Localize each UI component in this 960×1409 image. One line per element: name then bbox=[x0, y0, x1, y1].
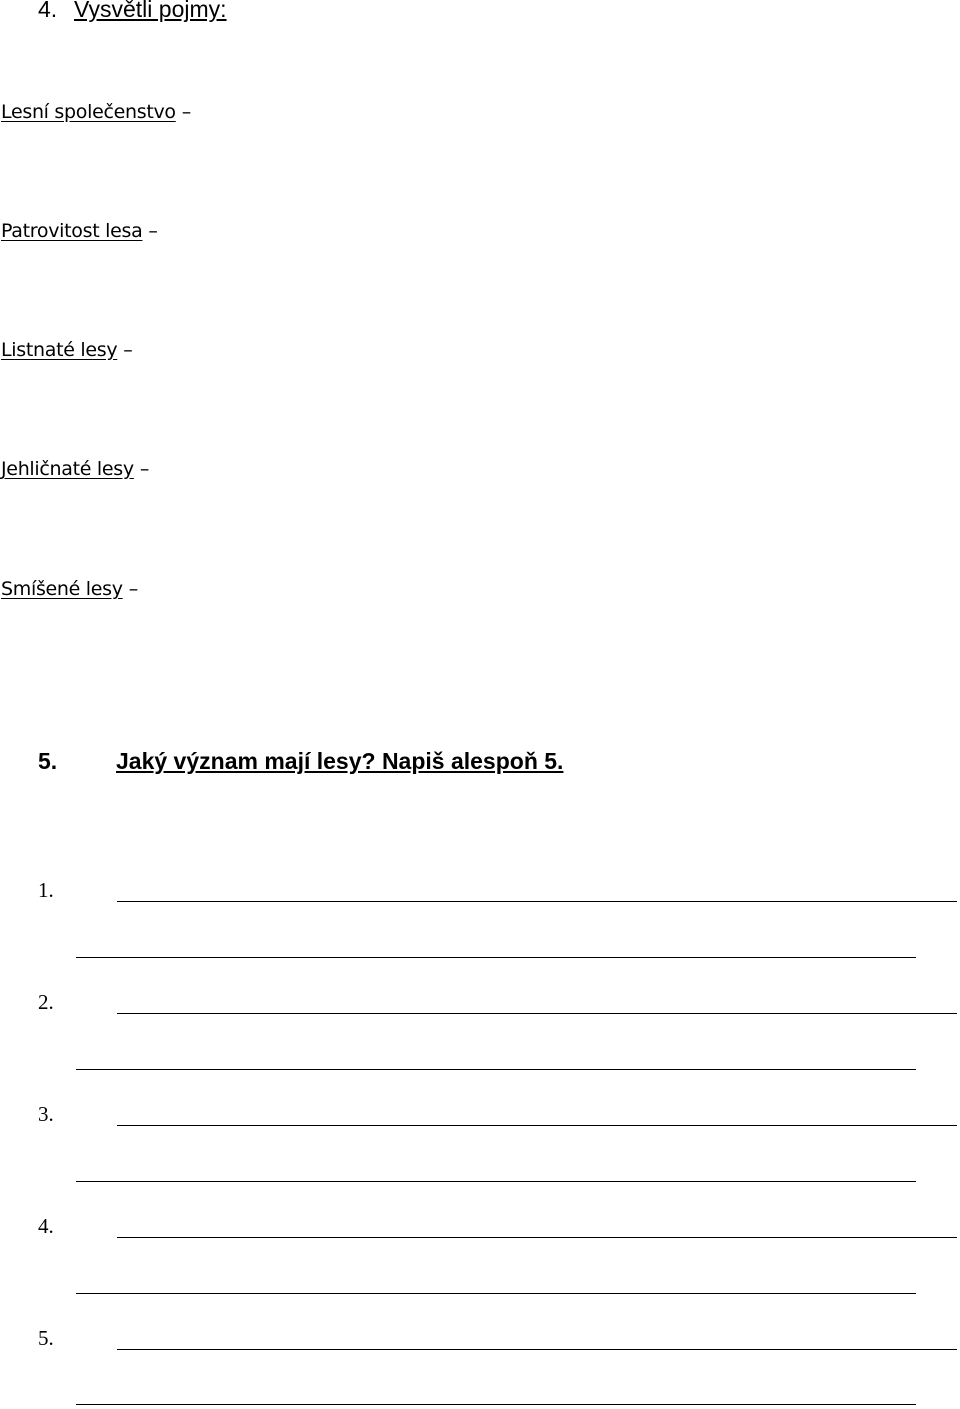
answer-number-3: 3. bbox=[38, 1102, 54, 1126]
answer-line-1b[interactable] bbox=[76, 957, 916, 958]
answer-number-4: 4. bbox=[38, 1214, 54, 1238]
answer-line-5b[interactable] bbox=[76, 1404, 916, 1405]
answer-line-5a[interactable] bbox=[117, 1349, 957, 1350]
section-5-number: 5. bbox=[38, 748, 58, 774]
answer-line-3a[interactable] bbox=[117, 1125, 957, 1126]
term-dash: – bbox=[123, 339, 133, 361]
term-label: Patrovitost lesa bbox=[1, 220, 143, 242]
term-patrovitost-lesa bbox=[1, 220, 158, 242]
answer-number-5: 5. bbox=[38, 1326, 54, 1350]
section-5-title: Jaký význam mají lesy? Napiš alespoň 5. bbox=[116, 748, 564, 774]
answer-line-4b[interactable] bbox=[76, 1293, 916, 1294]
answer-line-2b[interactable] bbox=[76, 1069, 916, 1070]
term-label: Smíšené lesy bbox=[1, 578, 123, 600]
term-smisene-lesy bbox=[1, 578, 138, 600]
answer-line-4a[interactable] bbox=[117, 1237, 957, 1238]
answer-number-2: 2. bbox=[38, 990, 54, 1014]
term-label: Jehličnaté lesy bbox=[1, 458, 134, 480]
section-4-number: 4. bbox=[38, 0, 58, 22]
term-dash: – bbox=[181, 101, 191, 123]
term-dash: – bbox=[139, 458, 150, 480]
answer-line-1a[interactable] bbox=[117, 901, 957, 902]
section-4-title: Vysvětli pojmy: bbox=[74, 0, 227, 22]
answer-line-2a[interactable] bbox=[117, 1013, 957, 1014]
answer-number-1: 1. bbox=[38, 878, 54, 902]
term-jehlicnate-lesy bbox=[1, 458, 149, 480]
term-lesni-spolecenstvo bbox=[1, 101, 191, 123]
answer-line-3b[interactable] bbox=[76, 1181, 916, 1182]
term-dash: – bbox=[128, 578, 138, 600]
term-dash: – bbox=[148, 220, 158, 242]
term-label: Lesní společenstvo bbox=[1, 101, 176, 123]
term-label: Listnaté lesy bbox=[1, 339, 118, 361]
term-listnate-lesy bbox=[1, 339, 133, 361]
